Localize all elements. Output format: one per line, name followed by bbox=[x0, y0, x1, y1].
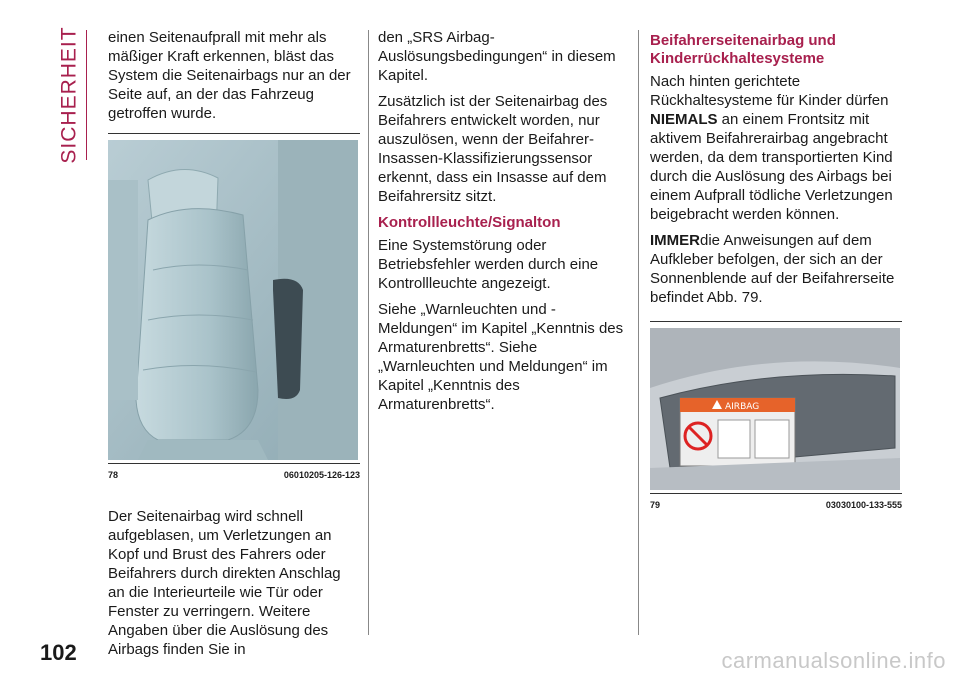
seat-side-airbag-image bbox=[108, 140, 358, 460]
paragraph: Siehe „Warnleuchten und -Meldungen“ im Kapitel „Kenntnis des Armaturenbretts“. Siehe „Warnleuchten und Meldungen“ im Kapitel „Kenntnis des Armaturenbretts“. bbox=[378, 301, 624, 413]
paragraph: den „SRS Airbag-Auslösungsbedingungen“ in diesem Kapitel. bbox=[378, 29, 616, 84]
figure-79 bbox=[650, 321, 902, 515]
paragraph: einen Seitenaufprall mit mehr als mäßiger Kraft erkennen, bläst das System die Seitenairbags nur an der Seite auf, an der das Fahrzeug getroffen wurde. bbox=[108, 29, 351, 122]
section-title: SICHERHEIT bbox=[58, 26, 81, 164]
section-heading: Beifahrerseitenairbag und Kinderrückhaltesysteme bbox=[650, 32, 836, 67]
paragraph: Der Seitenairbag wird schnell aufgeblasen, um Verletzungen an Kopf und Brust des Fahrers oder Beifahrers durch direkten Anschlag an die Interieurteile wie Tür oder Fenster zu verringern. Weitere Angaben über die Auslösung des Airbags finden Sie in bbox=[108, 508, 341, 658]
figure-caption: 78 06010205-126-123 bbox=[108, 463, 360, 485]
column-1 bbox=[108, 28, 360, 666]
paragraph: Nach hinten gerichtete Rückhaltesysteme für Kinder dürfen NIEMALS an einem Frontsitz mit aktivem Beifahrerairbag angebracht werden, da dem transportierten Kind durch die Auslösung des Airbags bei einem Aufprall tödliche Verletzungen beigebracht werden können. bbox=[650, 73, 893, 223]
column-divider bbox=[368, 30, 369, 635]
paragraph: Eine Systemstörung oder Betriebsfehler werden durch eine Kontrollleuchte angezeigt. bbox=[378, 237, 599, 292]
watermark: carmanualsonline.info bbox=[721, 648, 946, 673]
paragraph: IMMERdie Anweisungen auf dem Aufkleber befolgen, der sich an der Sonnenblende auf der Beifahrerseite befindet Abb. 79. bbox=[650, 232, 895, 306]
figure-78 bbox=[108, 133, 360, 485]
column-2 bbox=[378, 28, 630, 421]
paragraph: Zusätzlich ist der Seitenairbag des Beifahrers entwickelt worden, nur auszulösen, wenn der Beifahrer-Insassen-Klassifizierungssensor erkennt, dass ein Insasse auf dem Beifahrersitz sitzt. bbox=[378, 93, 608, 205]
section-heading: Kontrollleuchte/Signalton bbox=[378, 214, 561, 231]
page-number: 102 bbox=[40, 640, 77, 665]
airbag-label-text: AIRBAG bbox=[725, 402, 760, 412]
column-3 bbox=[650, 28, 902, 515]
figure-caption: 79 03030100-133-555 bbox=[650, 493, 902, 515]
column-divider bbox=[638, 30, 639, 635]
section-divider bbox=[86, 30, 87, 160]
sun-visor-airbag-label-image bbox=[650, 328, 900, 490]
